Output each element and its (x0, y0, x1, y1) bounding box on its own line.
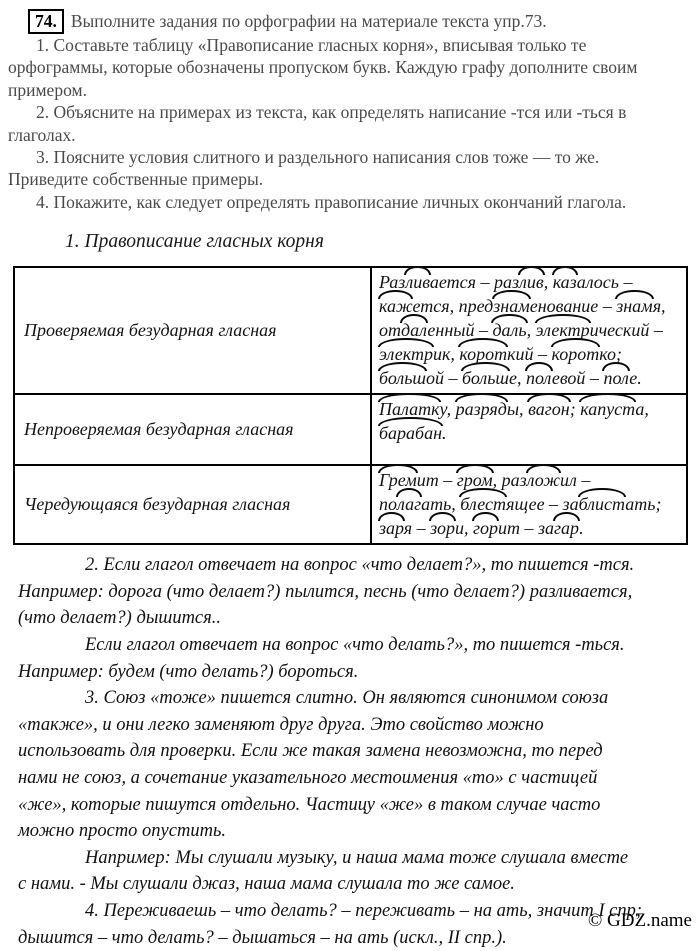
root-marked-segment: электр (379, 344, 433, 365)
root-marked-segment: знам (616, 296, 653, 317)
text-segment: евой – (551, 368, 604, 389)
task-item: 1. Составьте таблицу «Правописание гласных корня», вписывая только те орфограммы, которые обозначены пропуском букв. Каждую графу дополните своим примером. (8, 35, 638, 100)
text-segment: енный – (427, 320, 493, 341)
root-marked-segment: корот (551, 344, 600, 365)
root-marked-segment: гар (554, 518, 580, 539)
exercise-lead-text: Выполните задания по орфографии на материале текста упр.73. (70, 11, 547, 31)
text-segment: я – (403, 518, 431, 539)
answer-paragraph: 4. Переживаешь – что делать? – переживать – на ать, значит I спр; дышится – что делать? – дышаться – на ать (искл., II спр.). (18, 900, 643, 948)
root-vowel-table (13, 266, 688, 545)
text-segment: у, (439, 399, 456, 420)
category-cell: Непроверяемая безударная гласная (14, 394, 371, 465)
root-marked-segment: пол (526, 368, 552, 389)
root-marked-segment: лож (526, 470, 561, 491)
root-marked-segment: вагон (528, 399, 570, 420)
text-segment: ется, пред (412, 296, 494, 317)
root-marked-segment: электр (535, 320, 590, 341)
root-marked-segment: гром (456, 470, 493, 491)
category-cell: Чередующаяся безударная гласная (14, 465, 371, 544)
answer-text (0, 552, 700, 951)
text-segment: ать; (625, 494, 662, 515)
examples-cell (371, 465, 687, 544)
root-marked-segment: знам (493, 296, 530, 317)
table-row (14, 465, 687, 544)
root-marked-segment: капуст (580, 399, 636, 420)
root-marked-segment: дал (401, 320, 428, 341)
text-segment: от (379, 320, 401, 341)
root-marked-segment: пол (603, 368, 630, 389)
copyright: © GDZ.name (587, 910, 692, 931)
text-segment: енование – (529, 296, 617, 317)
examples-cell (371, 394, 687, 465)
answer-paragraph: 3. Союз «тоже» пишется слитно. Он являются синонимом союза «также», и они легко заменяют друг друга. Это свойство можно использовать для проверки. Если же такая замена невозможна, то перед нами не союз, а сочетание указательного местоимения «то» с частицей «же», которые пишутся отдельно. Частицу «же» в таком случае часто можно просто опустить. (18, 688, 609, 842)
text-segment: ит – (416, 470, 457, 491)
category-cell: Проверяемая безударная гласная (14, 267, 371, 394)
root-marked-segment: даль (492, 320, 527, 341)
text-segment: е, (509, 368, 526, 389)
text-segment: . (442, 423, 447, 444)
answer-paragraph: Если глагол отвечает на вопрос «что делать?», то пишется -ться. Например: будем (что делать?) бороться. (18, 635, 625, 682)
root-marked-segment: зор (430, 518, 455, 539)
table-row (14, 267, 687, 394)
answer-paragraph: 2. Если глагол отвечает на вопрос «что делает?», то пишется -тся. Например: дорога (что делает?) пылится, песнь (что делает?) разливается, (что делает?) дышится.. (18, 555, 635, 629)
text-segment: Раз (379, 272, 406, 293)
text-segment: , (526, 320, 536, 341)
root-marked-segment: больш (462, 368, 509, 389)
exercise-lead (28, 9, 696, 34)
task-list (0, 34, 700, 213)
text-segment: ается – раз (429, 272, 520, 293)
answer-paragraph: Например: Мы слушали музыку, и наша мама тоже слушала вместе с нами. - Мы слушали джаз, наша мама слушала то же самое. (18, 847, 629, 895)
task-item: 4. Покажите, как следует определять правописание личных окончаний глагола. (36, 191, 627, 212)
root-marked-segment: барабан (379, 423, 443, 444)
root-marked-segment: Палатк (379, 399, 440, 420)
root-marked-segment: блист (578, 494, 626, 515)
examples-cell (371, 267, 687, 394)
root-marked-segment: каж (379, 296, 413, 317)
root-marked-segment: Грем (379, 470, 417, 491)
text-segment: ящее – за (506, 494, 579, 515)
task-item: 3. Поясните условия слитного и раздельного написания слов тоже — то же. Приведите собственные примеры. (8, 147, 600, 190)
table-caption: 1. Правописание гласных корня (65, 231, 324, 253)
root-marked-segment: каз (552, 272, 577, 293)
root-marked-segment: зар (379, 518, 404, 539)
root-vowel-table-body (14, 267, 687, 544)
text-segment: , (543, 272, 553, 293)
root-marked-segment: лив (519, 272, 544, 293)
root-marked-segment: лаг (397, 494, 422, 515)
text-segment: ит – за (498, 518, 555, 539)
task-item: 2. Объясните на примерах из текста, как определять написание -тся или -ться в глаголах. (8, 102, 627, 145)
text-segment: ы, (506, 399, 529, 420)
text-segment: кий – (507, 344, 552, 365)
root-marked-segment: гор (472, 518, 498, 539)
text-segment: по (379, 494, 397, 515)
text-segment: я, (652, 296, 666, 317)
textbook-page (0, 9, 700, 951)
text-segment: и, (454, 518, 473, 539)
exercise-number-badge: 74. (28, 9, 64, 34)
text-segment: ко; (599, 344, 623, 365)
text-segment: ил – (560, 470, 591, 491)
text-segment: ой – (426, 368, 462, 389)
root-marked-segment: лив (405, 272, 430, 293)
root-marked-segment: корот (459, 344, 508, 365)
root-marked-segment: больш (379, 368, 426, 389)
text-segment: а, (635, 399, 649, 420)
root-marked-segment: разряд (455, 399, 507, 420)
text-segment: , раз (492, 470, 527, 491)
text-segment: алось – (576, 272, 633, 293)
text-segment: ать, (421, 494, 461, 515)
text-segment: е. (629, 368, 642, 389)
text-segment: ик, (432, 344, 460, 365)
text-segment: . (579, 518, 584, 539)
table-row (14, 394, 687, 465)
text-segment: ; (569, 399, 581, 420)
root-marked-segment: блест (460, 494, 507, 515)
text-segment: ический – (589, 320, 663, 341)
